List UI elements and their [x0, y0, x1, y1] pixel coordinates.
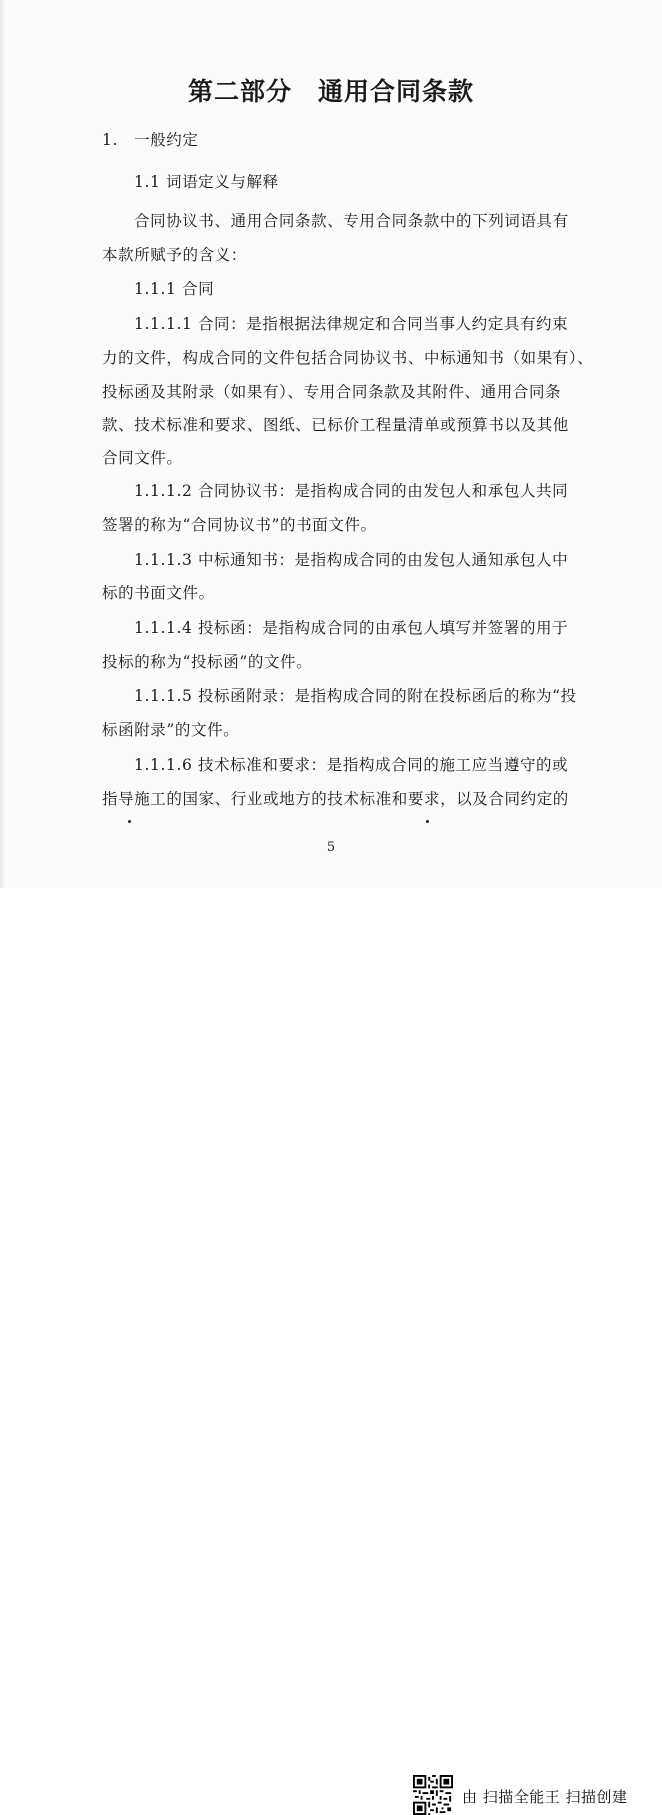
clause-1-1-1-6-line-2: 指导施工的国家、行业或地方的技术标准和要求，以及合同约定的 [102, 790, 569, 808]
clause-1-1-1-1-line-2: 力的文件，构成合同的文件包括合同协议书、中标通知书（如果有）、 [102, 349, 594, 367]
clause-1-1-1-1-line-3: 投标函及其附录（如果有）、专用合同条款及其附件、通用合同条 [102, 383, 562, 401]
qr-code-icon [413, 1775, 453, 1815]
clause-1-1-1-6-line-1: 1.1.1.6 技术标准和要求：是指构成合同的施工应当遵守的或 [134, 756, 569, 774]
scan-speck [128, 820, 131, 823]
scanner-footer [0, 888, 662, 1806]
clause-1-1-1-2-line-1: 1.1.1.2 合同协议书：是指构成合同的由发包人和承包人共同 [134, 482, 569, 500]
section-heading-1-1: 1.1 词语定义与解释 [134, 173, 279, 191]
scan-speck [426, 820, 429, 823]
clause-1-1-1-4-line-1: 1.1.1.4 投标函：是指构成合同的由承包人填写并签署的用于 [134, 619, 569, 637]
scanner-watermark: 由 扫描全能王 扫描创建 [462, 1788, 628, 1806]
scanned-page [0, 0, 662, 888]
clause-1-1-1-1-line-5: 合同文件。 [102, 449, 183, 467]
clause-1-1-1-5-line-1: 1.1.1.5 投标函附录：是指构成合同的附在投标函后的称为“投 [134, 687, 577, 705]
clause-1-1-1-2-line-2: 签署的称为“合同协议书”的书面文件。 [102, 516, 377, 534]
clause-1-1-1-3-line-1: 1.1.1.3 中标通知书：是指构成合同的由发包人通知承包人中 [134, 551, 569, 569]
clause-1-1-1-4-line-2: 投标的称为“投标函”的文件。 [102, 653, 313, 671]
clause-1-1-1-1-line-1: 1.1.1.1 合同：是指根据法律规定和合同当事人约定具有约束 [134, 315, 569, 333]
section-heading-1-1-1: 1.1.1 合同 [134, 280, 215, 298]
scan-edge [0, 0, 6, 888]
clause-1-1-1-1-line-4: 款、技术标准和要求、图纸、已标价工程量清单或预算书以及其他 [102, 416, 569, 434]
clause-1-1-1-5-line-2: 标函附录”的文件。 [102, 721, 240, 739]
section-heading-1: 1. 一般约定 [102, 131, 199, 149]
page-number: 5 [326, 840, 336, 855]
intro-line-1: 合同协议书、通用合同条款、专用合同条款中的下列词语具有 [134, 212, 569, 230]
page-title: 第二部分 通用合同条款 [187, 77, 474, 106]
clause-1-1-1-3-line-2: 标的书面文件。 [102, 584, 215, 602]
intro-line-2: 本款所赋予的含义： [102, 246, 247, 264]
